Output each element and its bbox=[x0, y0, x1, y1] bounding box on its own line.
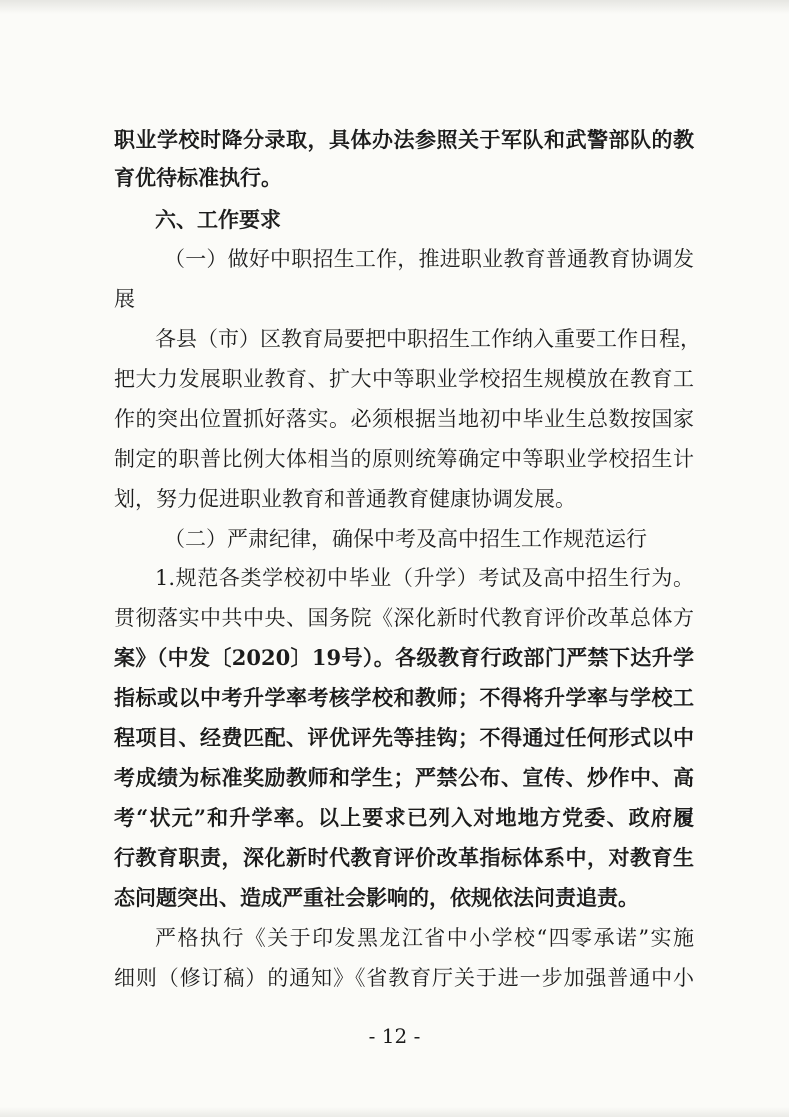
text-line: 态问题突出、造成严重社会影响的，依规依法问责追责。 bbox=[114, 885, 639, 910]
text-line: 指标或以中考升学率考核学校和教师；不得将升学率与学校工 bbox=[114, 685, 694, 710]
text-line: 作的突出位置抓好落实。必须根据当地初中毕业生总数按国家 bbox=[114, 407, 694, 431]
scan-edge-top bbox=[0, 0, 789, 14]
text-line: 程项目、经费匹配、评优评先等挂钩；不得通过任何形式以中 bbox=[114, 725, 694, 750]
text-line: 划，努力促进职业教育和普通教育健康协调发展。 bbox=[114, 487, 576, 511]
text-line: 细则（修订稿）的通知》《省教育厅关于进一步加强普通中小 bbox=[114, 966, 694, 990]
text-line: 育优待标准执行。 bbox=[114, 165, 282, 190]
text-line: 各县（市）区教育局要把中职招生工作纳入重要工作日程， bbox=[155, 327, 701, 351]
text-line: 案》（中发〔2020〕19号）。各级教育行政部门严禁下达升学 bbox=[114, 645, 694, 670]
text-line: 1.规范各类学校初中毕业（升学）考试及高中招生行为。 bbox=[155, 566, 694, 590]
page-number: - 12 - bbox=[368, 1024, 421, 1048]
scan-edge-bottom bbox=[0, 1107, 789, 1117]
subsection-heading: （一）做好中职招生工作，推进职业教育普通教育协调发 bbox=[164, 247, 694, 271]
text-line: 把大力发展职业教育、扩大中等职业学校招生规模放在教育工 bbox=[114, 367, 694, 391]
subsection-heading-cont: 展 bbox=[114, 287, 135, 311]
text-line: 考“状元”和升学率。以上要求已列入对地地方党委、政府履 bbox=[114, 805, 694, 830]
text-line: 职业学校时降分录取，具体办法参照关于军队和武警部队的教 bbox=[114, 127, 694, 152]
subsection-heading: （二）严肃纪律，确保中考及高中招生工作规范运行 bbox=[164, 527, 647, 551]
text-line: 行教育职责，深化新时代教育评价改革指标体系中，对教育生 bbox=[114, 845, 694, 870]
text-line: 严格执行《关于印发黑龙江省中小学校“四零承诺”实施 bbox=[155, 926, 694, 950]
section-heading: 六、工作要求 bbox=[155, 207, 281, 232]
text-line: 制定的职普比例大体相当的原则统筹确定中等职业学校招生计 bbox=[114, 447, 694, 471]
text-line: 考成绩为标准奖励教师和学生；严禁公布、宣传、炒作中、高 bbox=[114, 765, 694, 790]
text-line: 贯彻落实中共中央、国务院《深化新时代教育评价改革总体方 bbox=[114, 606, 694, 630]
